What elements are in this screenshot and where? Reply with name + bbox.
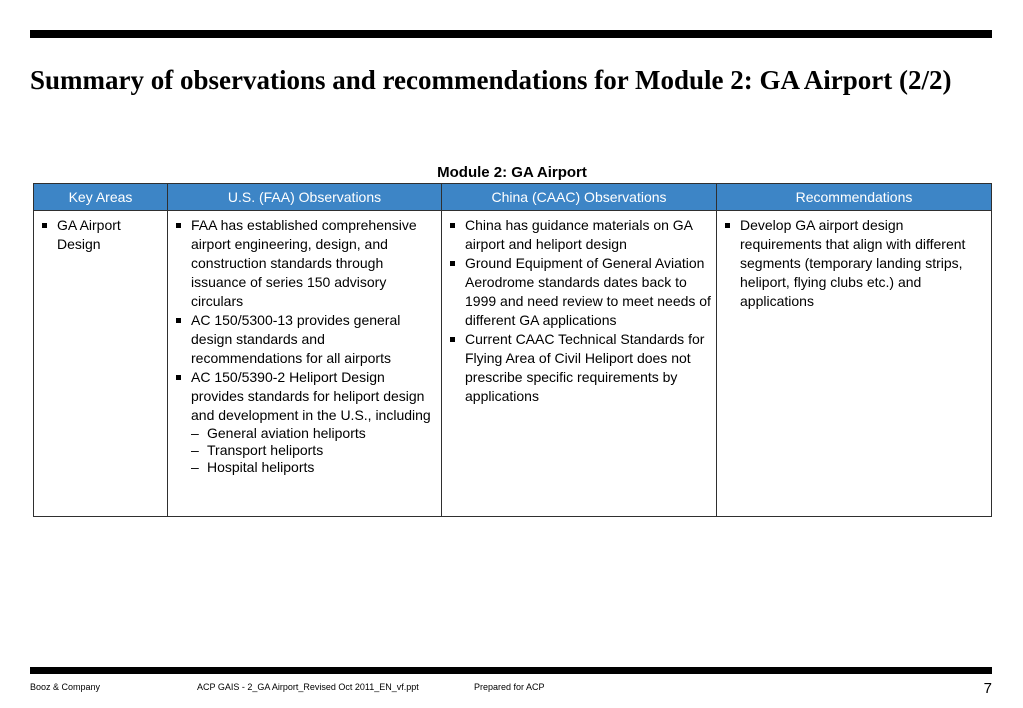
header-china-observations: China (CAAC) Observations xyxy=(442,184,717,211)
list-item xyxy=(174,368,438,476)
sub-list-item: – Transport heliports xyxy=(191,442,438,459)
list-item: China has guidance materials on GA airport and heliport design xyxy=(448,216,713,254)
list-item: Ground Equipment of General Aviation Aerodrome standards dates back to 1999 and need review to meet needs of different GA applications xyxy=(448,254,713,330)
top-rule xyxy=(30,30,992,38)
footer-prepared-for: Prepared for ACP xyxy=(474,682,545,692)
footer-company: Booz & Company xyxy=(30,682,101,692)
header-key-areas: Key Areas xyxy=(34,184,168,211)
sub-list-item: – Hospital heliports xyxy=(191,459,438,476)
bottom-rule xyxy=(30,667,992,674)
slide-title: Summary of observations and recommendations for Module 2: GA Airport (2/2) xyxy=(30,65,952,95)
list-item-text: AC 150/5390-2 Heliport Design provides standards for heliport design and development in the U.S., including xyxy=(191,369,431,423)
sub-list xyxy=(191,425,438,476)
list-item: FAA has established comprehensive airport engineering, design, and construction standards through issuance of series 150 advisory circulars xyxy=(174,216,438,311)
cell-us-observations xyxy=(168,211,442,517)
list-item: Current CAAC Technical Standards for Flying Area of Civil Heliport does not prescribe specific requirements by applications xyxy=(448,330,713,406)
table-header-row xyxy=(34,184,992,211)
cell-key-areas xyxy=(34,211,168,517)
list-item: AC 150/5300-13 provides general design standards and recommendations for all airports xyxy=(174,311,438,368)
sub-list-item: – General aviation heliports xyxy=(191,425,438,442)
header-us-observations: U.S. (FAA) Observations xyxy=(168,184,442,211)
page-number: 7 xyxy=(983,680,992,697)
table-row xyxy=(34,211,992,517)
header-recommendations: Recommendations xyxy=(717,184,992,211)
table-caption: Module 2: GA Airport xyxy=(437,164,587,181)
cell-recommendations xyxy=(717,211,992,517)
list-item: Develop GA airport design requirements that align with different segments (temporary landing strips, heliport, flying clubs etc.) and applications xyxy=(723,216,988,311)
list-item: GA Airport Design xyxy=(40,216,164,254)
footer-filename: ACP GAIS - 2_GA Airport_Revised Oct 2011_EN_vf.ppt xyxy=(197,682,419,692)
cell-china-observations xyxy=(442,211,717,517)
observations-table xyxy=(33,183,992,517)
